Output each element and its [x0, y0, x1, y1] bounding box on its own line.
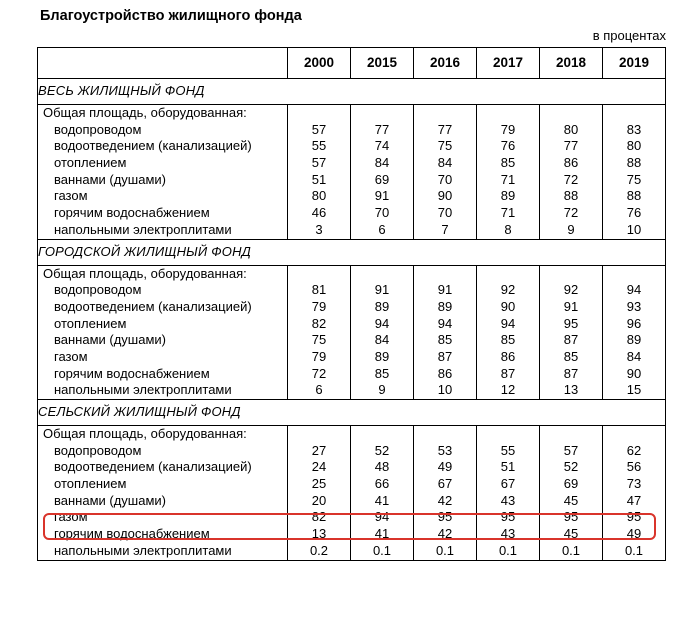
value-cell: 80: [563, 121, 579, 137]
spacer: [477, 266, 539, 283]
indicator-labels-cell: [38, 265, 288, 400]
section-title: СЕЛЬСКИЙ ЖИЛИЩНЫЙ ФОНД: [38, 400, 666, 426]
value-cell: 66: [374, 476, 390, 492]
spacer: [477, 105, 539, 122]
value-cell: 94: [374, 509, 390, 525]
value-cell: 42: [437, 526, 453, 542]
spacer: [414, 426, 476, 443]
indicator-label: газом: [54, 188, 88, 204]
value-cell: 92: [563, 282, 579, 298]
spacer: [540, 266, 602, 283]
value-cell: 75: [437, 138, 453, 154]
value-cell: 72: [563, 171, 579, 187]
value-cell: 49: [437, 459, 453, 475]
value-cell: 46: [311, 205, 327, 221]
value-cell: 89: [626, 332, 642, 348]
value-cell: 94: [374, 315, 390, 331]
value-cell: 75: [311, 332, 327, 348]
value-cell: 76: [626, 205, 642, 221]
value-cell: 0.1: [624, 542, 644, 558]
section-body-row: [38, 426, 666, 561]
year-header: 2015: [351, 48, 414, 79]
value-cell: 9: [567, 221, 575, 237]
value-cell: 6: [315, 382, 323, 398]
value-cell: 90: [437, 188, 453, 204]
spacer: [288, 426, 350, 443]
value-cell: 79: [311, 348, 327, 364]
value-cell: 48: [374, 459, 390, 475]
indicator-label: водопроводом: [54, 121, 142, 137]
housing-table: [37, 47, 666, 561]
value-cell: 69: [563, 476, 579, 492]
indicator-label: водоотведением (канализацией): [54, 138, 252, 154]
value-cell: 62: [626, 442, 642, 458]
value-cell: 43: [500, 492, 516, 508]
spacer: [414, 105, 476, 122]
value-cell: 91: [374, 282, 390, 298]
section-body-row: [38, 265, 666, 400]
value-cell: 94: [437, 315, 453, 331]
value-cell: 47: [626, 492, 642, 508]
value-cell: 3: [315, 221, 323, 237]
value-cell: 49: [626, 526, 642, 542]
value-cell: 13: [311, 526, 327, 542]
indicator-label: горячим водоснабжением: [54, 526, 210, 542]
value-cell: 94: [626, 282, 642, 298]
year-header: 2000: [288, 48, 351, 79]
value-cell: 24: [311, 459, 327, 475]
value-cell: 57: [563, 442, 579, 458]
value-cell: 55: [311, 138, 327, 154]
value-cell: 89: [500, 188, 516, 204]
value-cell: 85: [374, 365, 390, 381]
value-cell: 82: [311, 509, 327, 525]
value-cell: 88: [563, 188, 579, 204]
value-cell: 51: [500, 459, 516, 475]
value-cell: 90: [500, 298, 516, 314]
value-cell: 95: [437, 509, 453, 525]
value-cell: 0.1: [498, 542, 518, 558]
value-cell: 0.1: [372, 542, 392, 558]
section-title: ГОРОДСКОЙ ЖИЛИЩНЫЙ ФОНД: [38, 239, 666, 265]
value-cell: 41: [374, 526, 390, 542]
value-cell: 95: [563, 509, 579, 525]
value-cell: 80: [311, 188, 327, 204]
value-cell: 45: [563, 492, 579, 508]
value-cell: 87: [563, 365, 579, 381]
year-values-cell: [540, 105, 603, 240]
value-cell: 89: [437, 298, 453, 314]
value-cell: 93: [626, 298, 642, 314]
value-cell: 92: [500, 282, 516, 298]
indicator-label: водопроводом: [54, 282, 142, 298]
indicator-label: напольными электроплитами: [54, 382, 232, 398]
value-cell: 75: [626, 171, 642, 187]
value-cell: 96: [626, 315, 642, 331]
value-cell: 7: [441, 221, 449, 237]
value-cell: 70: [374, 205, 390, 221]
indicator-label: ваннами (душами): [54, 492, 166, 508]
value-cell: 77: [437, 121, 453, 137]
value-cell: 91: [374, 188, 390, 204]
value-cell: 0.1: [435, 542, 455, 558]
value-cell: 90: [626, 365, 642, 381]
spacer: [540, 426, 602, 443]
value-cell: 6: [378, 221, 386, 237]
spacer: [603, 105, 665, 122]
value-cell: 27: [311, 442, 327, 458]
value-cell: 76: [500, 138, 516, 154]
year-values-cell: [351, 426, 414, 561]
year-values-cell: [603, 105, 666, 240]
year-values-cell: [351, 105, 414, 240]
header-label-cell: [38, 48, 288, 79]
value-cell: 85: [500, 332, 516, 348]
spacer: [603, 426, 665, 443]
indicator-header: Общая площадь, оборудованная:: [43, 265, 247, 281]
spacer: [351, 105, 413, 122]
spacer: [414, 266, 476, 283]
value-cell: 69: [374, 171, 390, 187]
value-cell: 84: [374, 332, 390, 348]
value-cell: 91: [563, 298, 579, 314]
year-header: 2019: [603, 48, 666, 79]
indicator-label: горячим водоснабжением: [54, 205, 210, 221]
value-cell: 20: [311, 492, 327, 508]
value-cell: 85: [500, 155, 516, 171]
value-cell: 84: [437, 155, 453, 171]
indicator-label: водоотведением (канализацией): [54, 298, 252, 314]
indicator-labels-cell: [38, 105, 288, 240]
value-cell: 10: [626, 221, 642, 237]
value-cell: 41: [374, 492, 390, 508]
value-cell: 0.1: [561, 542, 581, 558]
indicator-labels-cell: [38, 426, 288, 561]
value-cell: 67: [500, 476, 516, 492]
value-cell: 95: [500, 509, 516, 525]
value-cell: 86: [563, 155, 579, 171]
indicator-label: отоплением: [54, 155, 127, 171]
year-values-cell: [288, 105, 351, 240]
indicator-label: напольными электроплитами: [54, 221, 232, 237]
value-cell: 70: [437, 171, 453, 187]
value-cell: 9: [378, 382, 386, 398]
year-values-cell: [603, 265, 666, 400]
value-cell: 87: [437, 348, 453, 364]
indicator-header: Общая площадь, оборудованная:: [43, 426, 247, 441]
indicator-label: водоотведением (канализацией): [54, 459, 252, 475]
value-cell: 55: [500, 442, 516, 458]
value-cell: 79: [311, 298, 327, 314]
value-cell: 95: [626, 509, 642, 525]
spacer: [477, 426, 539, 443]
value-cell: 73: [626, 476, 642, 492]
indicator-label: ваннами (душами): [54, 332, 166, 348]
value-cell: 83: [626, 121, 642, 137]
value-cell: 52: [374, 442, 390, 458]
value-cell: 72: [311, 365, 327, 381]
section-header-row: [38, 79, 666, 105]
year-values-cell: [603, 426, 666, 561]
value-cell: 57: [311, 155, 327, 171]
year-values-cell: [414, 105, 477, 240]
page-title: Благоустройство жилищного фонда: [40, 8, 302, 24]
value-cell: 70: [437, 205, 453, 221]
indicator-header: Общая площадь, оборудованная:: [43, 105, 247, 120]
indicator-label: отоплением: [54, 476, 127, 492]
value-cell: 15: [626, 382, 642, 398]
spacer: [288, 266, 350, 283]
value-cell: 42: [437, 492, 453, 508]
year-values-cell: [288, 265, 351, 400]
value-cell: 0.2: [309, 542, 329, 558]
value-cell: 86: [437, 365, 453, 381]
value-cell: 81: [311, 282, 327, 298]
section-header-row: [38, 400, 666, 426]
year-values-cell: [351, 265, 414, 400]
year-values-cell: [414, 426, 477, 561]
year-values-cell: [477, 426, 540, 561]
value-cell: 82: [311, 315, 327, 331]
section-title: ВЕСЬ ЖИЛИЩНЫЙ ФОНД: [38, 79, 666, 105]
value-cell: 13: [563, 382, 579, 398]
indicator-label: газом: [54, 509, 88, 525]
value-cell: 88: [626, 155, 642, 171]
value-cell: 10: [437, 382, 453, 398]
year-header: 2017: [477, 48, 540, 79]
value-cell: 85: [437, 332, 453, 348]
value-cell: 57: [311, 121, 327, 137]
value-cell: 89: [374, 348, 390, 364]
section-body-row: [38, 105, 666, 240]
value-cell: 74: [374, 138, 390, 154]
value-cell: 25: [311, 476, 327, 492]
spacer: [288, 105, 350, 122]
value-cell: 89: [374, 298, 390, 314]
value-cell: 87: [563, 332, 579, 348]
spacer: [603, 266, 665, 283]
value-cell: 85: [563, 348, 579, 364]
value-cell: 52: [563, 459, 579, 475]
year-header: 2016: [414, 48, 477, 79]
value-cell: 94: [500, 315, 516, 331]
value-cell: 56: [626, 459, 642, 475]
value-cell: 45: [563, 526, 579, 542]
year-values-cell: [477, 265, 540, 400]
header-row: [38, 48, 666, 79]
value-cell: 43: [500, 526, 516, 542]
value-cell: 12: [500, 382, 516, 398]
value-cell: 53: [437, 442, 453, 458]
value-cell: 88: [626, 188, 642, 204]
value-cell: 91: [437, 282, 453, 298]
indicator-label: горячим водоснабжением: [54, 365, 210, 381]
indicator-label: отоплением: [54, 315, 127, 331]
value-cell: 87: [500, 365, 516, 381]
value-cell: 67: [437, 476, 453, 492]
value-cell: 77: [563, 138, 579, 154]
value-cell: 71: [500, 205, 516, 221]
indicator-label: газом: [54, 348, 88, 364]
units-note: в процентах: [592, 28, 666, 43]
indicator-label: водопроводом: [54, 442, 142, 458]
value-cell: 80: [626, 138, 642, 154]
year-values-cell: [288, 426, 351, 561]
value-cell: 84: [626, 348, 642, 364]
year-values-cell: [414, 265, 477, 400]
value-cell: 79: [500, 121, 516, 137]
value-cell: 77: [374, 121, 390, 137]
spacer: [540, 105, 602, 122]
value-cell: 86: [500, 348, 516, 364]
spacer: [351, 426, 413, 443]
year-values-cell: [477, 105, 540, 240]
spacer: [351, 266, 413, 283]
indicator-label: напольными электроплитами: [54, 542, 232, 558]
section-header-row: [38, 239, 666, 265]
year-values-cell: [540, 426, 603, 561]
year-values-cell: [540, 265, 603, 400]
year-header: 2018: [540, 48, 603, 79]
value-cell: 95: [563, 315, 579, 331]
value-cell: 71: [500, 171, 516, 187]
value-cell: 72: [563, 205, 579, 221]
value-cell: 8: [504, 221, 512, 237]
value-cell: 84: [374, 155, 390, 171]
indicator-label: ваннами (душами): [54, 171, 166, 187]
value-cell: 51: [311, 171, 327, 187]
